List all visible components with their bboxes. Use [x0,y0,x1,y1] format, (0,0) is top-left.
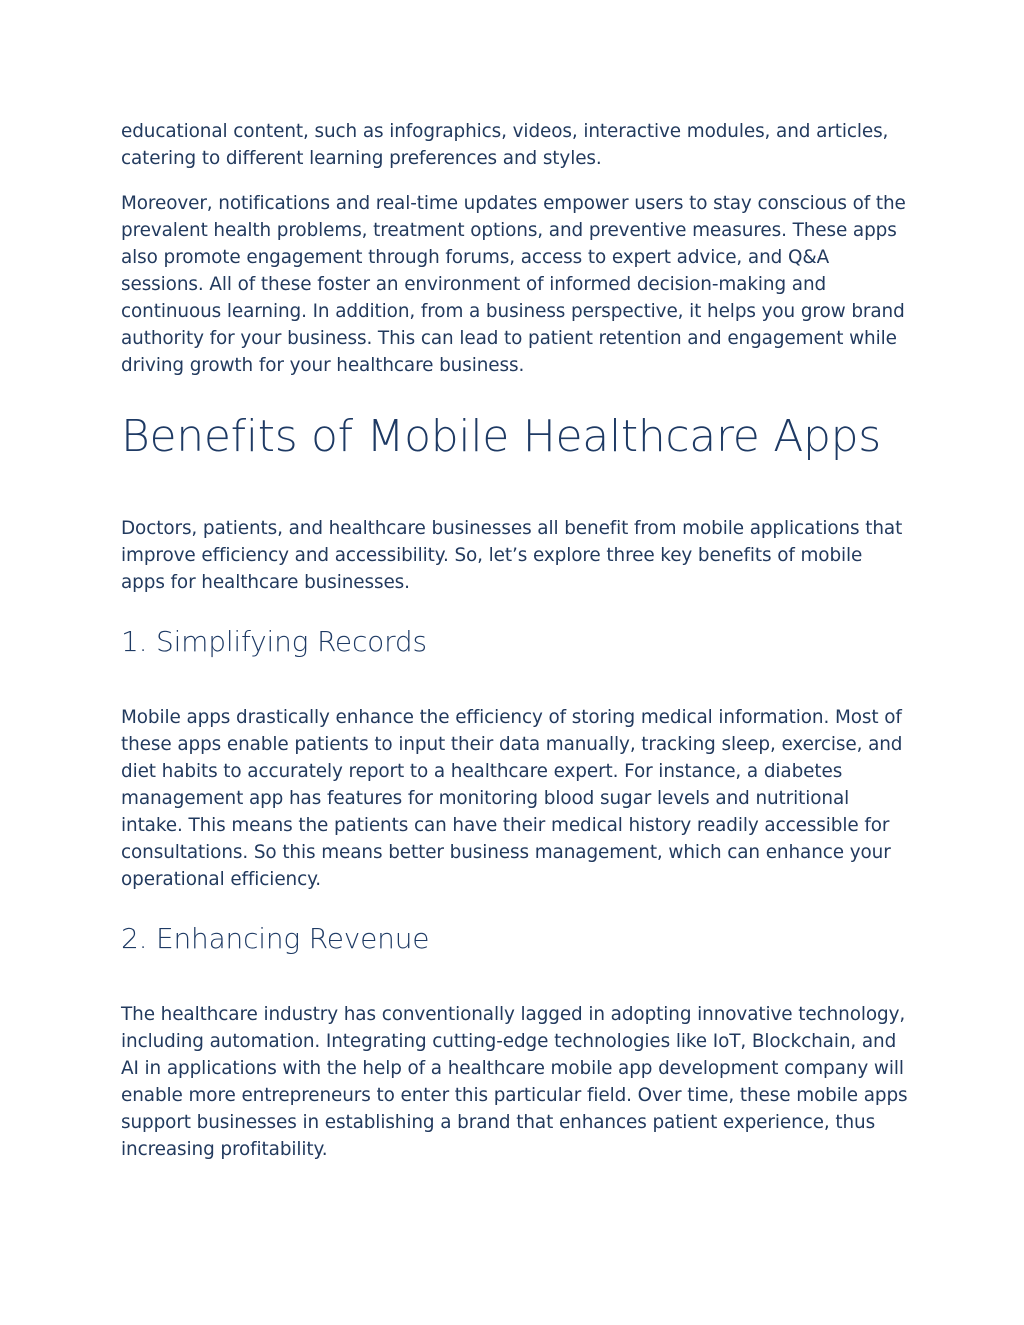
paragraph-intro: Doctors, patients, and healthcare businesses all benefit from mobile applications that improve efficiency and accessibility. So, let’s explore three key benefits of mobile apps for healthcare businesses. [121,518,903,593]
paragraph-enhancing-revenue: The healthcare industry has conventionally lagged in adopting innovative technology, including automation. Integrating cutting-edge technologies like IoT, Blockchain, and AI in applications with the help of a healthcare mobile app development company will enable more entrepreneurs to enter this particular field. Over time, these mobile apps support businesses in establishing a brand that enhances patient experience, thus increasing profitability. [121,1004,908,1160]
heading-simplifying-records: 1. Simplifying Records [121,625,427,658]
paragraph-simplifying-records: Mobile apps drastically enhance the efficiency of storing medical information. Most of these apps enable patients to input their data manually, tracking sleep, exercise, and diet habits to accurately report to a healthcare expert. For instance, a diabetes management app has features for monitoring blood sugar levels and nutritional intake. This means the patients can have their medical history readily accessible for consultations. So this means better business management, which can enhance your operational efficiency. [121,707,903,890]
paragraph-notifications: Moreover, notifications and real-time updates empower users to stay conscious of the prevalent health problems, treatment options, and preventive measures. These apps also promote engagement through forums, access to expert advice, and Q&A sessions. All of these foster an environment of informed decision-making and continuous learning. In addition, from a business perspective, it helps you grow brand authority for your business. This can lead to patient retention and engagement while driving growth for your healthcare business. [121,193,906,376]
heading-enhancing-revenue: 2. Enhancing Revenue [121,922,430,955]
document-page [121,118,911,1163]
heading-benefits: Benefits of Mobile Healthcare Apps [121,411,881,462]
paragraph-educational-content: educational content, such as infographics, videos, interactive modules, and articles, catering to different learning preferences and styles. [121,121,889,169]
